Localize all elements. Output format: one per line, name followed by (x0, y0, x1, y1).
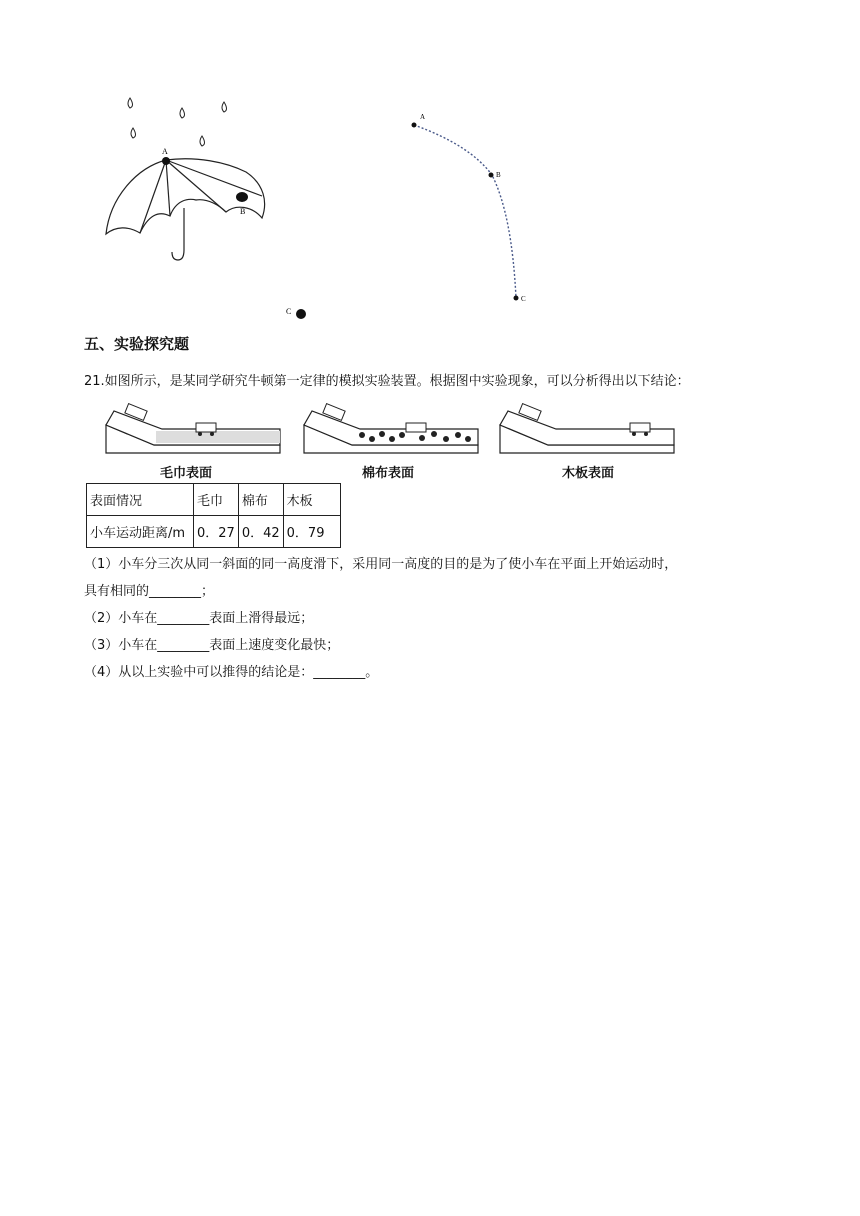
trajectory-point-c (514, 296, 519, 301)
caption-wood: 木板表面 (562, 466, 615, 481)
umbrella-label-c: C (286, 307, 292, 316)
table-cell: 0．42 (238, 516, 283, 548)
trajectory-label-b: B (496, 171, 501, 179)
table-cell: 木板 (283, 484, 340, 516)
sub-question-2: （2）小车在________表面上滑得最远； (84, 611, 314, 626)
table-cell: 表面情况 (87, 484, 194, 516)
distance-table (86, 483, 341, 548)
question-stem: 21.如图所示，是某同学研究牛顿第一定律的模拟实验装置。根据图中实验现象，可以分析得出以下结论： (84, 374, 690, 389)
trajectory-label-a: A (420, 113, 426, 121)
sub-question-4: （4）从以上实验中可以推得的结论是：________。 (84, 665, 379, 680)
table-cell: 棉布 (238, 484, 283, 516)
trajectory-point-b (489, 173, 494, 178)
sub-question-1-cont: 具有相同的________； (84, 584, 215, 599)
table-cell: 毛巾 (194, 484, 239, 516)
point-b-dot (236, 192, 248, 202)
sub-question-3: （3）小车在________表面上速度变化最快； (84, 638, 340, 653)
point-a-dot (162, 157, 170, 165)
ramp-cotton-figure (302, 403, 482, 459)
trajectory-figure (400, 105, 540, 310)
table-cell: 小车运动距离/m (87, 516, 194, 548)
caption-cotton: 棉布表面 (362, 466, 415, 481)
point-c-dot (296, 309, 306, 319)
umbrella-label-b: B (240, 207, 246, 216)
ramp-wood-figure (498, 403, 678, 459)
table-row (87, 484, 341, 516)
trajectory-label-c: C (521, 295, 526, 303)
raindrop-icons (128, 98, 227, 146)
sub-question-1: （1）小车分三次从同一斜面的同一高度滑下，采用同一高度的目的是为了使小车在平面上开始运动时， (84, 557, 678, 572)
table-cell: 0．27 (194, 516, 239, 548)
caption-towel: 毛巾表面 (160, 466, 213, 481)
table-cell: 0．79 (283, 516, 340, 548)
trajectory-curve (414, 125, 516, 298)
table-row (87, 516, 341, 548)
ramp-towel-figure (104, 403, 284, 459)
section-title: 五、实验探究题 (84, 335, 190, 353)
trajectory-point-a (412, 123, 417, 128)
umbrella-figure (96, 88, 326, 328)
umbrella-label-a: A (162, 147, 168, 156)
